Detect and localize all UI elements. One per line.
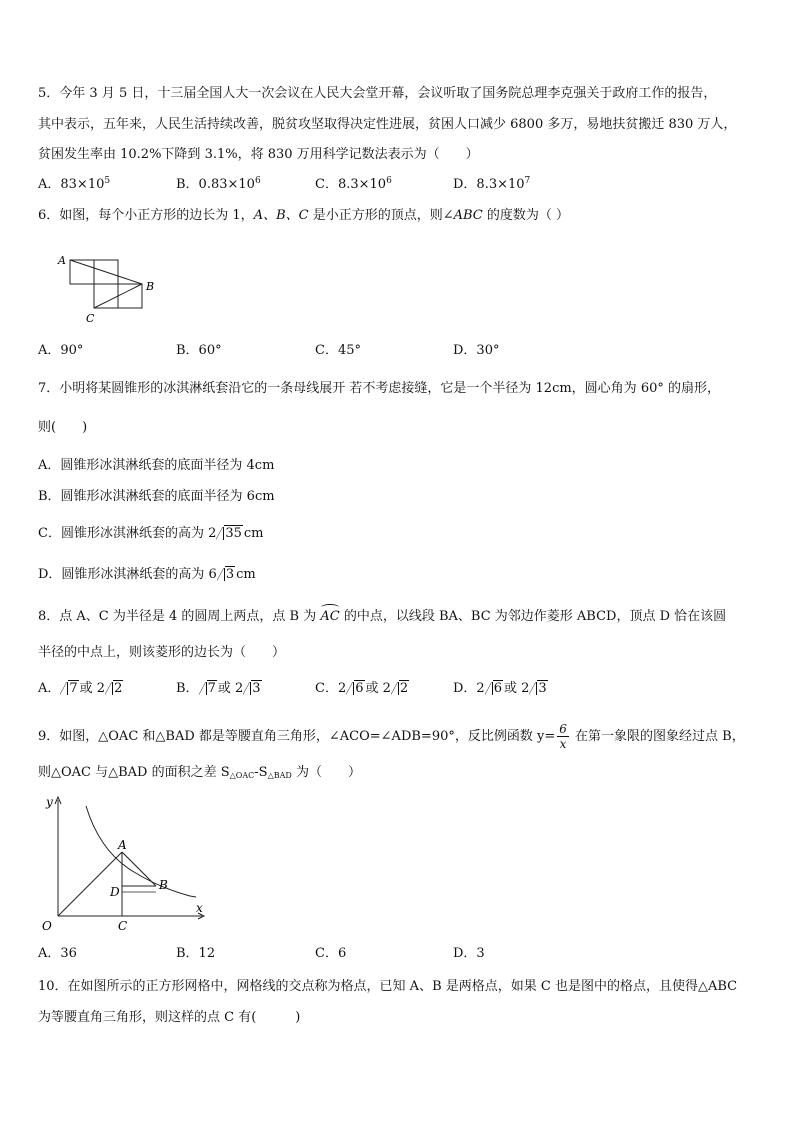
- fraction-6-over-x: $\frac{6}{x}$: [559, 722, 567, 751]
- sqrt-symbol: 3: [243, 679, 261, 699]
- sqrt-symbol: 6: [346, 679, 364, 699]
- sqrt-symbol: 7: [60, 679, 78, 699]
- q5-option-a[interactable]: A．$83\times 10^5$: [38, 176, 111, 192]
- q8-line1: 8．点 A、C 为半径是 4 的圆周上两点，点 B 为 AC 的中点，以线段 BA、BC 为邻边作菱形 ABCD，顶点 D 恰在该圆: [38, 607, 768, 627]
- q9-option-a[interactable]: A．36: [38, 946, 77, 961]
- q6-option-b[interactable]: B．60°: [176, 343, 222, 358]
- q5-option-d[interactable]: D．$8.3\times 10^7$: [453, 176, 531, 192]
- q9-label-c: C: [118, 919, 128, 933]
- q7-line2: 则( ): [38, 420, 88, 435]
- arc-symbol: [321, 604, 338, 611]
- q6-option-c[interactable]: C．45°: [315, 343, 361, 358]
- arc-ac: AC: [320, 607, 339, 627]
- q6-option-d[interactable]: D．30°: [453, 343, 500, 358]
- q7-option-d[interactable]: D．圆锥形冰淇淋纸套的高为 6 3 cm: [38, 565, 256, 585]
- q7-option-b[interactable]: B．圆锥形冰淇淋纸套的底面半径为 6cm: [38, 489, 275, 504]
- q7-line1: 7．小明将某圆锥形的冰淇淋纸套沿它的一条母线展开 若不考虑接缝，它是一个半径为 12cm，圆心角为 60° 的扇形，: [38, 381, 720, 396]
- q8-line2: 半径的中点上，则该菱形的边长为（ ）: [38, 645, 286, 660]
- q6-label-b: B: [146, 280, 155, 293]
- q9-axis-y-label: y: [46, 795, 53, 809]
- q6-label-c: C: [86, 312, 95, 325]
- q10-line2: 为等腰直角三角形，则这样的点 C 有( ): [38, 1010, 301, 1025]
- q9-line1: 9．如图，△OAC 和△BAD 都是等腰直角三角形，∠ACO=∠ADB=90°，反比例函数 y= $\frac{6}{x}$ 在第一象限的图象经过点 B，: [38, 722, 745, 751]
- sqrt-symbol: 3: [217, 565, 235, 585]
- sqrt-symbol: 6: [485, 679, 503, 699]
- q10-line1: 10．在如图所示的正方形网格中，网格线的交点称为格点，已知 A、B 是两格点，如果 C 也是图中的格点，且使得△ABC: [38, 979, 738, 994]
- sqrt-symbol: 3: [529, 679, 547, 699]
- q5-line2: 其中表示，五年来，人民生活持续改善，脱贫攻坚取得决定性进展，贫困人口减少 6800 多万，易地扶贫搬迁 830 万人，: [38, 117, 737, 132]
- q9-line2: 则△OAC 与△BAD 的面积之差 $S_{\triangle OAC}-S_{\triangle BAD}$ 为（ ）: [38, 765, 361, 780]
- q6-option-a[interactable]: A．90°: [38, 343, 84, 358]
- q7-option-a[interactable]: A．圆锥形冰淇淋纸套的底面半径为 4cm: [38, 458, 275, 473]
- q8-option-b[interactable]: B． 7 或 2 3: [176, 679, 263, 699]
- q7-option-c[interactable]: C．圆锥形冰淇淋纸套的高为 2 35 cm: [38, 524, 264, 544]
- q9-option-b[interactable]: B．12: [176, 946, 216, 961]
- q8-option-d[interactable]: D．2 6 或 2 3: [453, 679, 549, 699]
- sqrt-symbol: 35: [216, 524, 243, 544]
- sqrt-symbol: 2: [105, 679, 123, 699]
- q5-line1: 5．今年 3 月 5 日，十三届全国人大一次会议在人民大会堂开幕，会议听取了国务院总理李克强关于政府工作的报告，: [38, 86, 717, 101]
- q9-label-o: O: [42, 919, 52, 933]
- q8-option-c[interactable]: C．2 6 或 2 2: [315, 679, 410, 699]
- q5-line3: 贫困发生率由 10.2%下降到 3.1%，将 830 万用科学记数法表示为（ ）: [38, 147, 479, 162]
- sqrt-symbol: 2: [391, 679, 409, 699]
- sqrt-symbol: 7: [199, 679, 217, 699]
- q6-stem: 6．如图，每个小正方形的边长为 1，A、B、C 是小正方形的顶点，则∠ABC 的度数为（ ）: [38, 208, 570, 223]
- q9-option-c[interactable]: C．6: [315, 946, 347, 961]
- q6-label-a: A: [58, 254, 66, 267]
- q9-label-a: A: [118, 838, 127, 852]
- q9-label-b: B: [159, 878, 168, 892]
- q6-grid-figure: [52, 250, 164, 326]
- q9-label-d: D: [110, 885, 120, 899]
- q9-option-d[interactable]: D．3: [453, 946, 485, 961]
- q5-option-b[interactable]: B．$0.83\times 10^6$: [176, 176, 261, 192]
- q5-option-c[interactable]: C．$8.3\times 10^6$: [315, 176, 392, 192]
- q9-figure: [38, 792, 210, 934]
- q9-axis-x-label: x: [196, 901, 203, 915]
- q8-option-a[interactable]: A． 7 或 2 2: [38, 679, 124, 699]
